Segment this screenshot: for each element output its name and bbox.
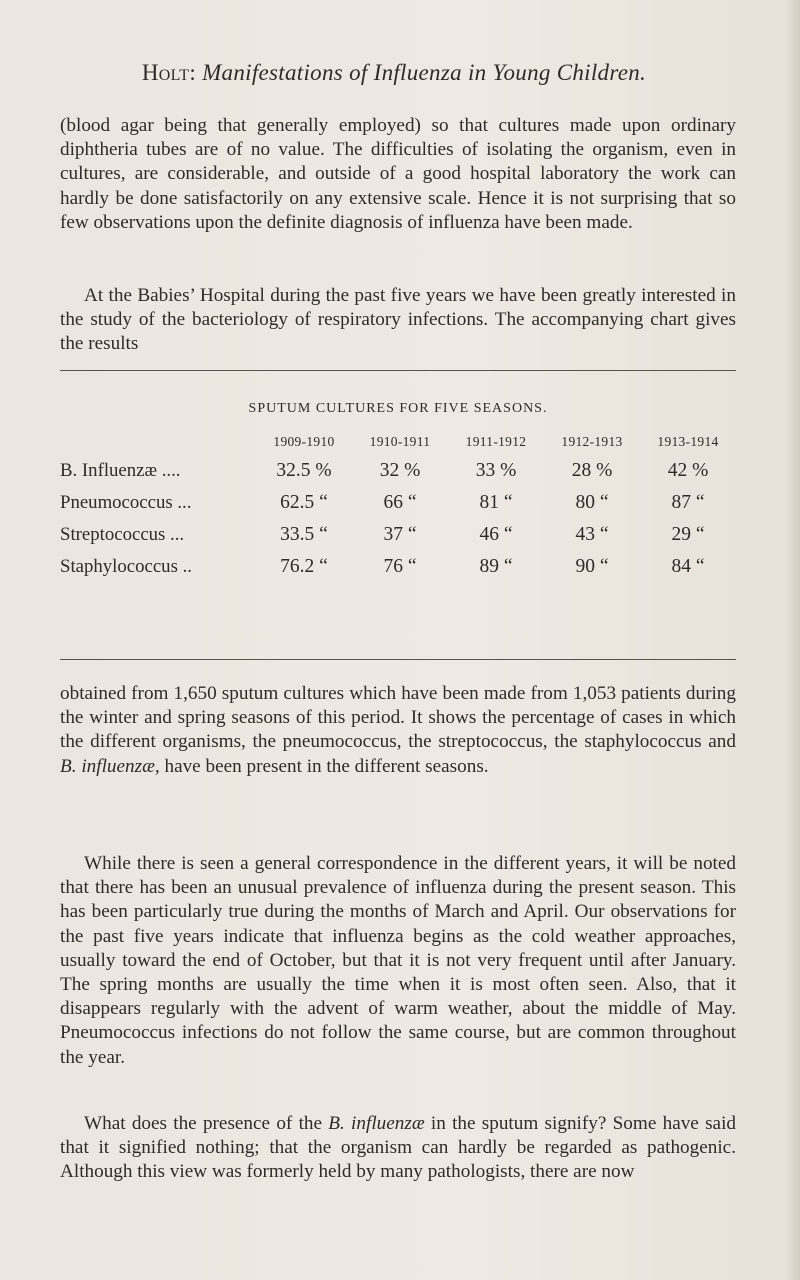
table-cell: 32.5 %: [276, 460, 332, 481]
running-head-separator: :: [189, 60, 203, 85]
table-header-blank: [60, 429, 256, 455]
running-head: [64, 60, 724, 86]
table-cell: 76.2 “: [280, 556, 328, 577]
table-cell: 80 “: [575, 492, 609, 513]
table-cell: 33 %: [475, 460, 517, 481]
table-cell: 37 “: [383, 524, 417, 545]
paragraph-5: [60, 1112, 736, 1185]
table-cell: 89 “: [479, 556, 513, 577]
table-row: [60, 455, 736, 487]
table-title: SPUTUM CULTURES FOR FIVE SEASONS.: [248, 401, 548, 416]
paragraph-5-text: What does the presence of the: [84, 1113, 329, 1134]
organism-label: B. Influenzæ ....: [60, 460, 181, 481]
table-cell: 84 “: [671, 556, 705, 577]
table-cell: 62.5 “: [280, 492, 328, 513]
table-header-season: 1909-1910: [273, 434, 335, 449]
page-edge-shadow: [786, 0, 800, 1280]
table-cell: 28 %: [571, 460, 613, 481]
table-header-season: 1911-1912: [465, 434, 527, 449]
paragraph-3-text-end: have been present in the different seasons.: [159, 755, 489, 777]
running-head-author: Holt: [141, 60, 190, 85]
table-cell: 43 “: [575, 524, 609, 545]
table-cell: 32 %: [379, 460, 421, 481]
paragraph-4: While there is seen a general correspondence in the different years, it will be noted that there has been an unusual prevalence of influenza during the present season. This has been particularly true during the months of March and April. Our observations for the past five years indicate that influenza begins as the cold weather approaches, usually toward the end of October, but that it is not very frequent until after January. The spring months are usually the time when it is most often seen. Also, that it disappears regularly with the advent of warm weather, about the middle of May. Pneumococcus infections do not follow the same course, but are common throughout the year.: [60, 853, 736, 1068]
table-header-season: 1913-1914: [657, 434, 719, 449]
paragraph-2: At the Babies’ Hospital during the past five years we have been greatly interested in the study of the bacteriology of respiratory infections. The accompanying chart gives the results: [60, 285, 736, 355]
table-cell: 42 %: [667, 460, 709, 481]
organism-label: Staphylococcus ..: [60, 556, 192, 577]
organism-label: Pneumococcus ...: [60, 492, 192, 513]
table-cell: 76 “: [383, 556, 417, 577]
organism-label: Streptococcus ...: [60, 524, 185, 545]
paragraph-5-text-end: in the sputum signify? Some have said that it signified nothing; that the organism can hardly be regarded as pathogenic. Although this view was formerly held by many pathologists, there are now: [60, 1113, 736, 1183]
sputum-cultures-table: [60, 429, 736, 583]
table-bottom-rule: [60, 659, 736, 660]
table-cell: 29 “: [671, 524, 705, 545]
table-header-season: 1912-1913: [561, 434, 623, 449]
table-cell: 90 “: [575, 556, 609, 577]
table-top-rule: [60, 370, 736, 371]
table-cell: 87 “: [671, 492, 705, 513]
paragraph-3: [60, 682, 736, 779]
paragraph-3-italic: B. influenzæ,: [60, 755, 160, 777]
paragraph-5-italic: B. influenzæ: [328, 1113, 425, 1134]
paragraph-3-text: obtained from 1,650 sputum cultures which have been made from 1,053 patients during the winter and spring seasons of this period. It shows the percentage of cases in which the different organisms, the pneumococcus, the streptococcus, the staphylococcus and: [60, 683, 736, 753]
table-header-season: 1910-1911: [369, 434, 431, 449]
table-cell: 46 “: [479, 524, 513, 545]
table-cell: 81 “: [479, 492, 513, 513]
table-header-row: [60, 429, 736, 455]
table-cell: 33.5 “: [280, 524, 328, 545]
table-row: [60, 487, 736, 519]
table-cell: 66 “: [383, 492, 417, 513]
paragraph-1: (blood agar being that generally employed) so that cultures made upon ordinary diphtheria tubes are of no value. The difficulties of isolating the organism, even in cultures, are considerable, and outside of a good hospital laboratory the work can hardly be done satisfactorily on any extensive scale. Hence it is not surprising that so few observations upon the definite diagnosis of influenza have been made.: [60, 115, 736, 233]
table-row: [60, 551, 736, 583]
running-head-title: Manifestations of Influenza in Young Children.: [202, 60, 647, 85]
table-row: [60, 519, 736, 551]
